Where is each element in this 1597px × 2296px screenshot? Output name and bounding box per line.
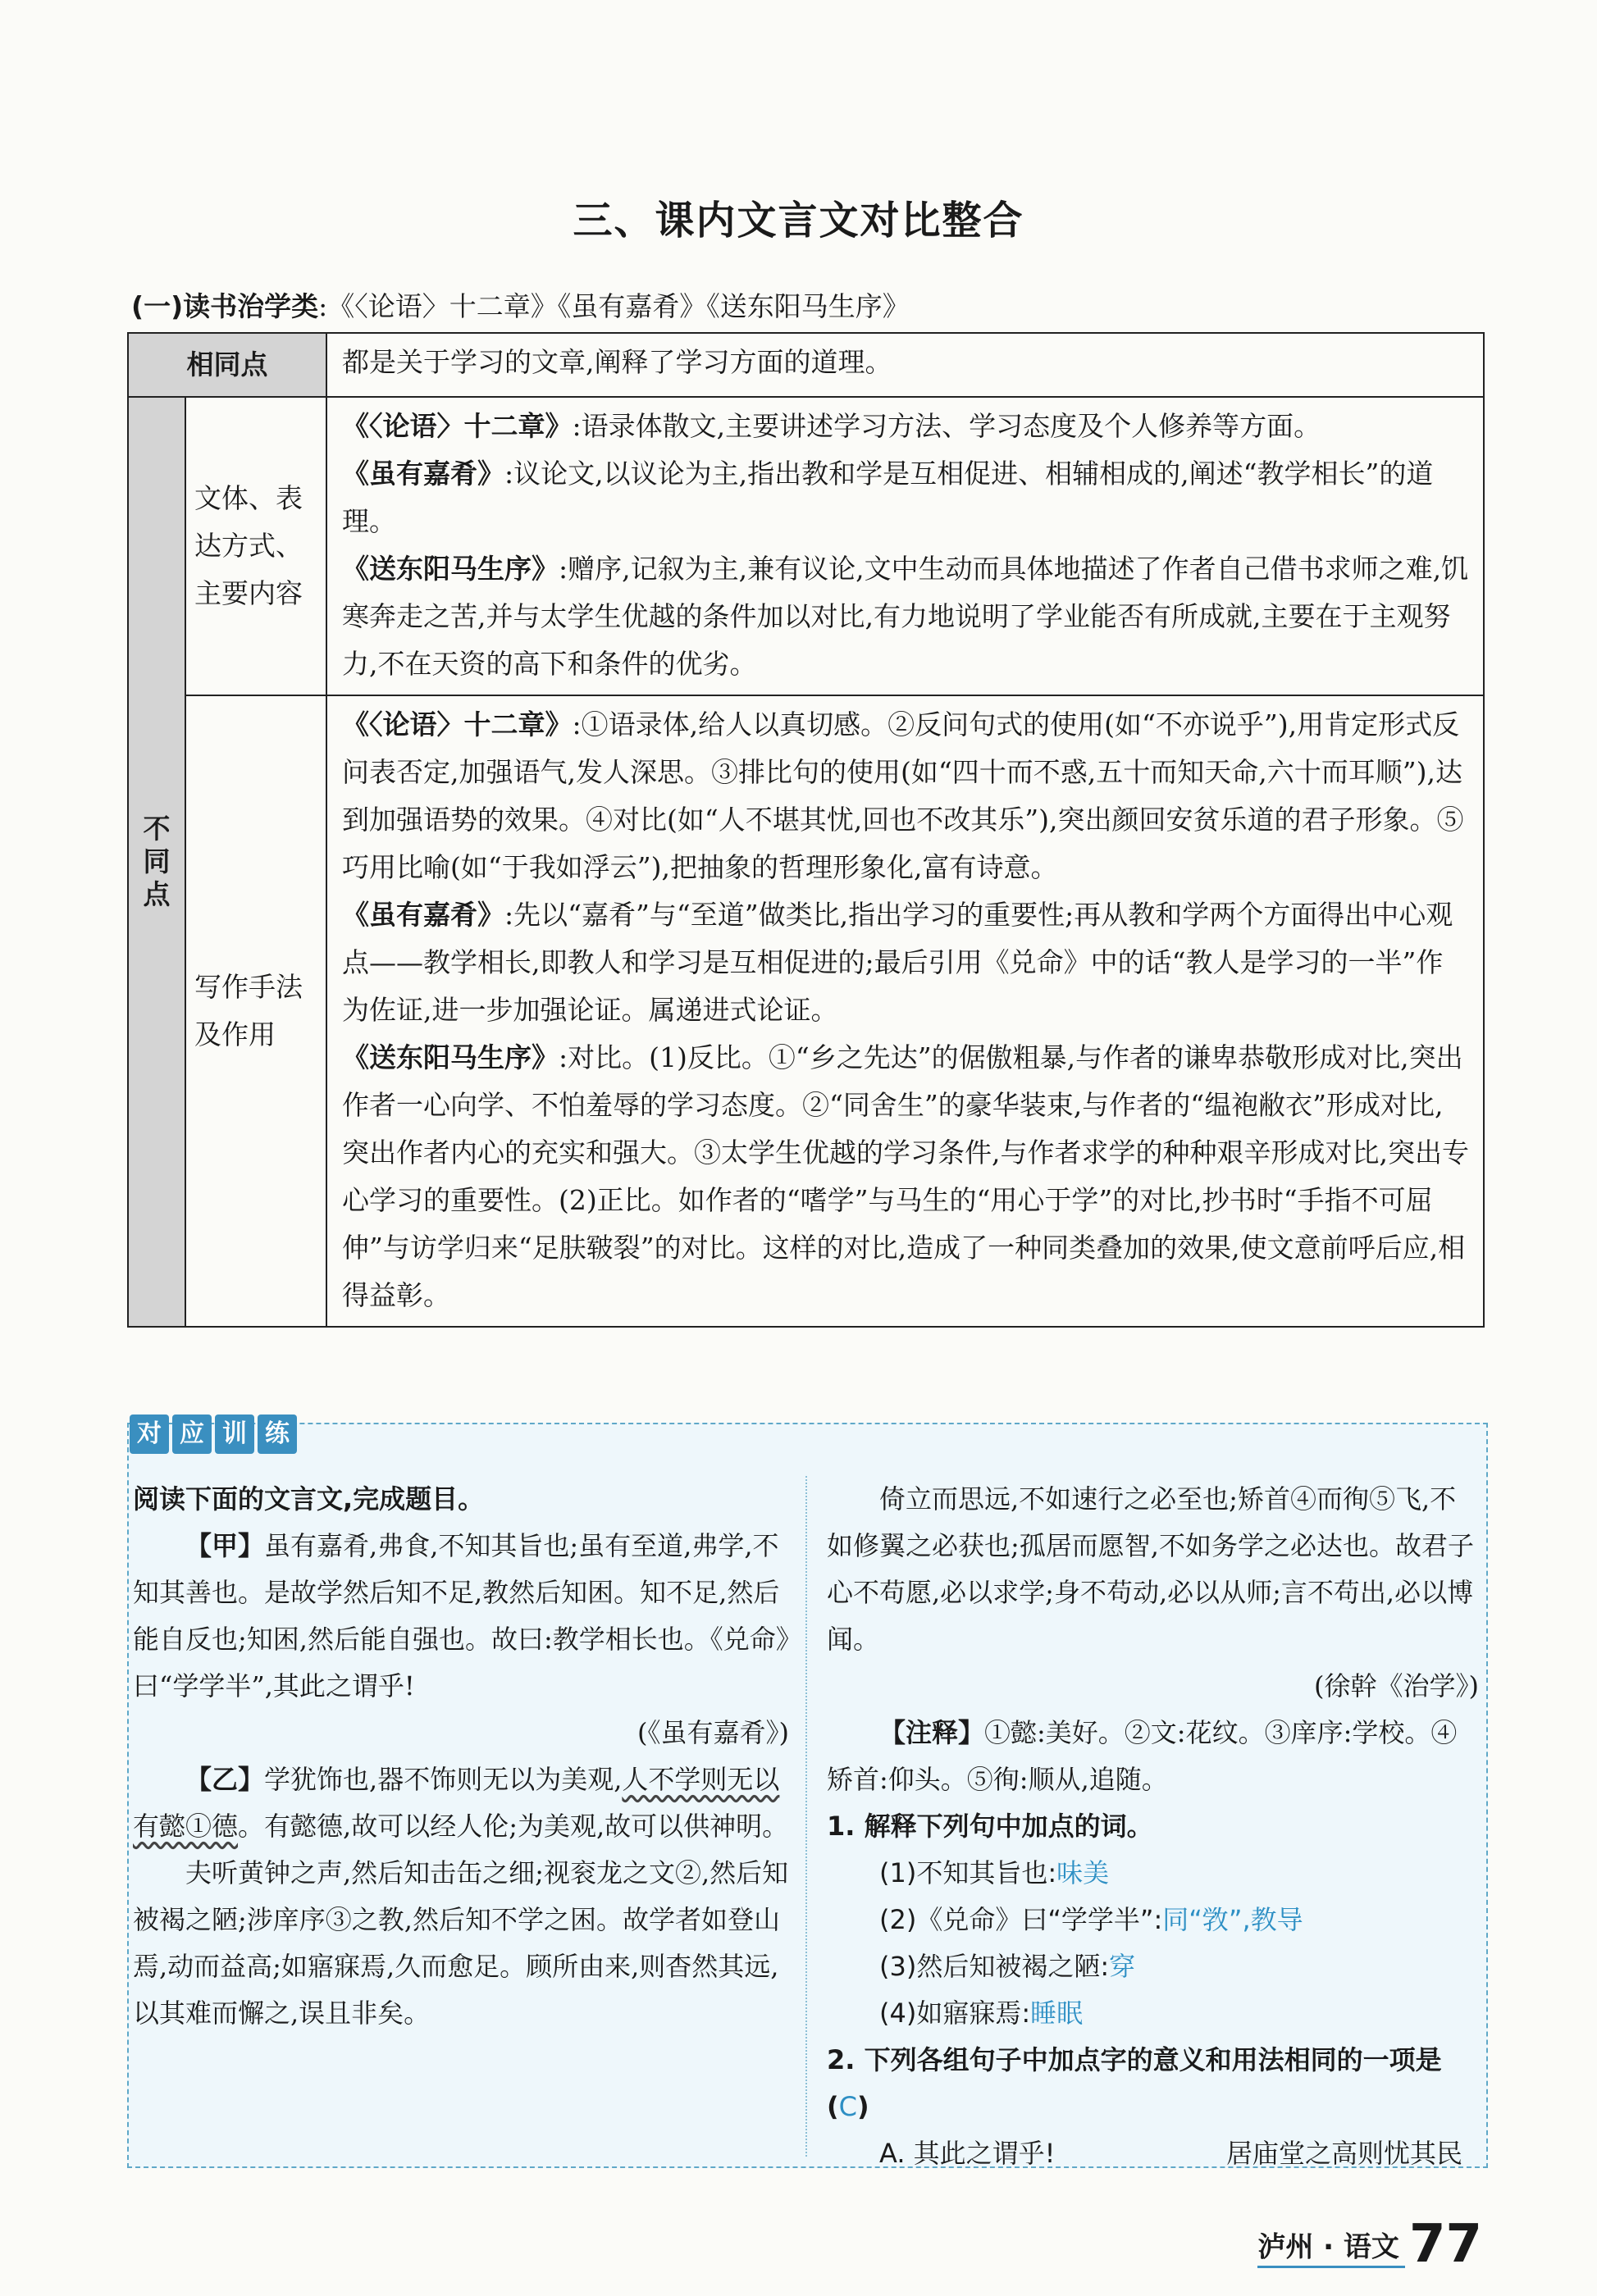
diff-row-2 — [128, 695, 1484, 1327]
row1-label — [185, 397, 326, 695]
notes — [827, 1710, 1479, 1803]
yi-text: 。有懿德,故可以经人伦;为美观,故可以供神明。 — [238, 1811, 789, 1842]
instruction-text: 阅读下面的文言文,完成题目。 — [133, 1483, 485, 1515]
work-desc: :语录体散文,主要讲述学习方法、学习态度及个人修养等方面。 — [572, 410, 1321, 442]
q1-item-prompt: (1)不知其旨也: — [879, 1857, 1057, 1888]
row2-label-line: 写作手法 — [194, 971, 303, 1003]
row1-item — [342, 403, 1470, 450]
row1-item — [342, 450, 1470, 545]
q1-item-answer: 穿 — [1109, 1951, 1136, 1982]
question-2 — [827, 2037, 1479, 2130]
passage-jia — [133, 1523, 789, 1710]
same-text: 都是关于学习的文章,阐释了学习方面的道理。 — [326, 333, 1484, 397]
badge-char: 应 — [172, 1414, 212, 1454]
work-desc: :先以“嘉肴”与“至道”做类比,指出学习的重要性;再从教和学两个方面得出中心观点——教学相长,即教人和学习是互相促进的;最后引用《兑命》中的话“教人是学习的一半”作为佐证,进一步加强论证。属递进式论证。 — [342, 899, 1453, 1026]
jia-label: 【甲】 — [185, 1530, 265, 1561]
work-title: 《虽有嘉肴》 — [342, 899, 504, 931]
work-desc: :①语录体,给人以真切感。②反问句式的使用(如“不亦说乎”),用肯定形式反问表否定,加强语气,发人深思。③排比句的使用(如“四十而不惑,五十而知天命,六十而耳顺”),达到加强语势的效果。④对比(如“人不堪其忧,回也不改其乐”),突出颜回安贫乐道的君子形象。⑤巧用比喻(如“于我如浮云”),把抽象的哲理形象化,富有诗意。 — [342, 708, 1464, 883]
page-title: 三、课内文言文对比整合 — [573, 198, 1024, 244]
badge-char: 训 — [215, 1414, 254, 1454]
question-1-text: 1. 解释下列句中加点的词。 — [827, 1811, 1153, 1842]
work-desc: :对比。(1)反比。①“乡之先达”的倨傲粗暴,与作者的谦卑恭敬形成对比,突出作者一心向学、不怕羞辱的学习态度。②“同舍生”的豪华装束,与作者的“缊袍敝衣”形成对比,突出作者内心的充实和强大。③太学生优越的学习条件,与作者求学的种种艰辛形成对比,突出专心学习的重要性。(2)正比。如作者的“嗜学”与马生的“用心于学”的对比,抄书时“手指不可屈伸”与访学归来“足肤皲裂”的对比。这样的对比,造成了一种同类叠加的效果,使文意前呼后应,相得益彰。 — [342, 1041, 1469, 1311]
work-desc: :议论文,以议论为主,指出教和学是互相促进、相辅相成的,阐述“教学相长”的道理。 — [342, 458, 1434, 537]
work-title: 《虽有嘉肴》 — [342, 458, 504, 490]
q1-item — [827, 1897, 1479, 1943]
footer-region: 泸州 · 语文 — [1257, 2230, 1399, 2264]
question-2-answer: C — [838, 2091, 857, 2122]
q1-item-answer: 睡眠 — [1030, 1998, 1084, 2029]
diff-header-char: 同 — [143, 845, 171, 877]
row2-label-line: 及作用 — [194, 1018, 276, 1050]
row1-label-line: 文体、表 — [194, 482, 303, 514]
section-works: :《〈论语〉十二章》《虽有嘉肴》《送东阳马生序》 — [318, 290, 910, 322]
q2-option-a-right: 居庙堂之高则忧其民 — [1225, 2138, 1462, 2169]
diff-header-char: 不 — [143, 813, 171, 845]
column-divider — [805, 1476, 807, 2157]
row2-item — [342, 1034, 1470, 1319]
row1-label-line: 主要内容 — [194, 577, 303, 609]
exercise-left-column — [133, 1476, 789, 2037]
passage-yi — [133, 1756, 789, 1850]
row2-item — [342, 891, 1470, 1034]
yi-label: 【乙】 — [185, 1764, 265, 1795]
page-footer — [1257, 2214, 1482, 2275]
work-title: 《送东阳马生序》 — [342, 1041, 559, 1073]
jia-text: 虽有嘉肴,弗食,不知其旨也;虽有至道,弗学,不知其善也。是故学然后知不足,教然后知困。知不足,然后能自反也;知困,然后能自强也。故曰:教学相长也。《兑命》曰“学学半”,其此之谓乎! — [133, 1530, 789, 1702]
row1-label-line: 达方式、 — [194, 530, 303, 562]
work-title: 《〈论语〉十二章》 — [342, 708, 573, 740]
row2-content — [326, 695, 1484, 1327]
note-text: ①懿:美好。②文:花纹。③庠序:学校。④矫首:仰头。⑤徇:顺从,追随。 — [827, 1717, 1458, 1795]
section-heading — [131, 285, 910, 324]
row1-item — [342, 545, 1470, 688]
exercise-instruction — [133, 1476, 789, 1523]
exercise-badge — [130, 1414, 297, 1457]
q1-item — [827, 1943, 1479, 1990]
q1-item-prompt: (2)《兑命》曰“学学半”: — [879, 1904, 1163, 1935]
q1-item-prompt: (4)如寤寐焉: — [879, 1998, 1031, 2029]
work-desc: :赠序,记叙为主,兼有议论,文中生动而具体地描述了作者自己借书求师之难,饥寒奔走之苦,并与太学生优越的条件加以对比,有力地说明了学业能否有所成就,主要在于主观努力,不在天资的高下和条件的优劣。 — [342, 553, 1469, 680]
q1-item-answer: 同“敩”,教导 — [1162, 1904, 1303, 1935]
diff-header-char: 点 — [143, 878, 171, 910]
work-title: 《〈论语〉十二章》 — [342, 410, 573, 442]
badge-char: 对 — [130, 1414, 169, 1454]
q2-option-a — [827, 2130, 1479, 2177]
work-title: 《送东阳马生序》 — [342, 553, 559, 585]
q2-option-a-left: A. 其此之谓乎! — [879, 2138, 1056, 2169]
diff-header — [128, 397, 185, 1327]
exercise-right-column — [827, 1476, 1479, 2177]
q1-item-prompt: (3)然后知被褐之陋: — [879, 1951, 1110, 1982]
page-number: 77 — [1408, 2214, 1482, 2275]
same-header: 相同点 — [128, 333, 326, 397]
passage-yi-p2: 夫听黄钟之声,然后知击缶之细;视衮龙之文②,然后知被褐之陋;涉庠序③之教,然后知不学之困。故学者如登山焉,动而益高;如寤寐焉,久而愈足。顾所由来,则杳然其远,以其难而懈之,误且非矣。 — [133, 1857, 789, 2029]
diff-row-1 — [128, 397, 1484, 695]
question-2-end: ) — [856, 2091, 869, 2122]
row1-content — [326, 397, 1484, 695]
q1-item-answer: 味美 — [1056, 1857, 1110, 1888]
q1-item — [827, 1850, 1479, 1897]
section-label: (一)读书治学类 — [131, 290, 319, 322]
row2-item — [342, 701, 1470, 891]
question-1 — [827, 1803, 1479, 1850]
yi-source: (徐幹《治学》) — [1314, 1670, 1479, 1702]
note-label: 【注释】 — [879, 1717, 985, 1748]
row2-label — [185, 695, 326, 1327]
yi-wavy-underline: 人不学则无以有懿①德 — [133, 1764, 780, 1842]
badge-char: 练 — [258, 1414, 297, 1454]
same-row — [128, 333, 1484, 397]
passage-yi-p3: 倚立而思远,不如速行之必至也;矫首④而徇⑤飞,不如修翼之必获也;孤居而愿智,不如务学之必达也。故君子心不苟愿,必以求学;身不苟动,必以从师;言不苟出,必以博闻。 — [827, 1483, 1474, 1655]
jia-source: (《虽有嘉肴》) — [637, 1717, 789, 1748]
question-2-text: 2. 下列各组句子中加点字的意义和用法相同的一项是( — [827, 2044, 1442, 2122]
comparison-table — [127, 332, 1485, 1328]
yi-text: 学犹饰也,器不饰则无以为美观, — [264, 1764, 623, 1795]
q1-item — [827, 1990, 1479, 2037]
footer-underline — [1257, 2266, 1405, 2268]
